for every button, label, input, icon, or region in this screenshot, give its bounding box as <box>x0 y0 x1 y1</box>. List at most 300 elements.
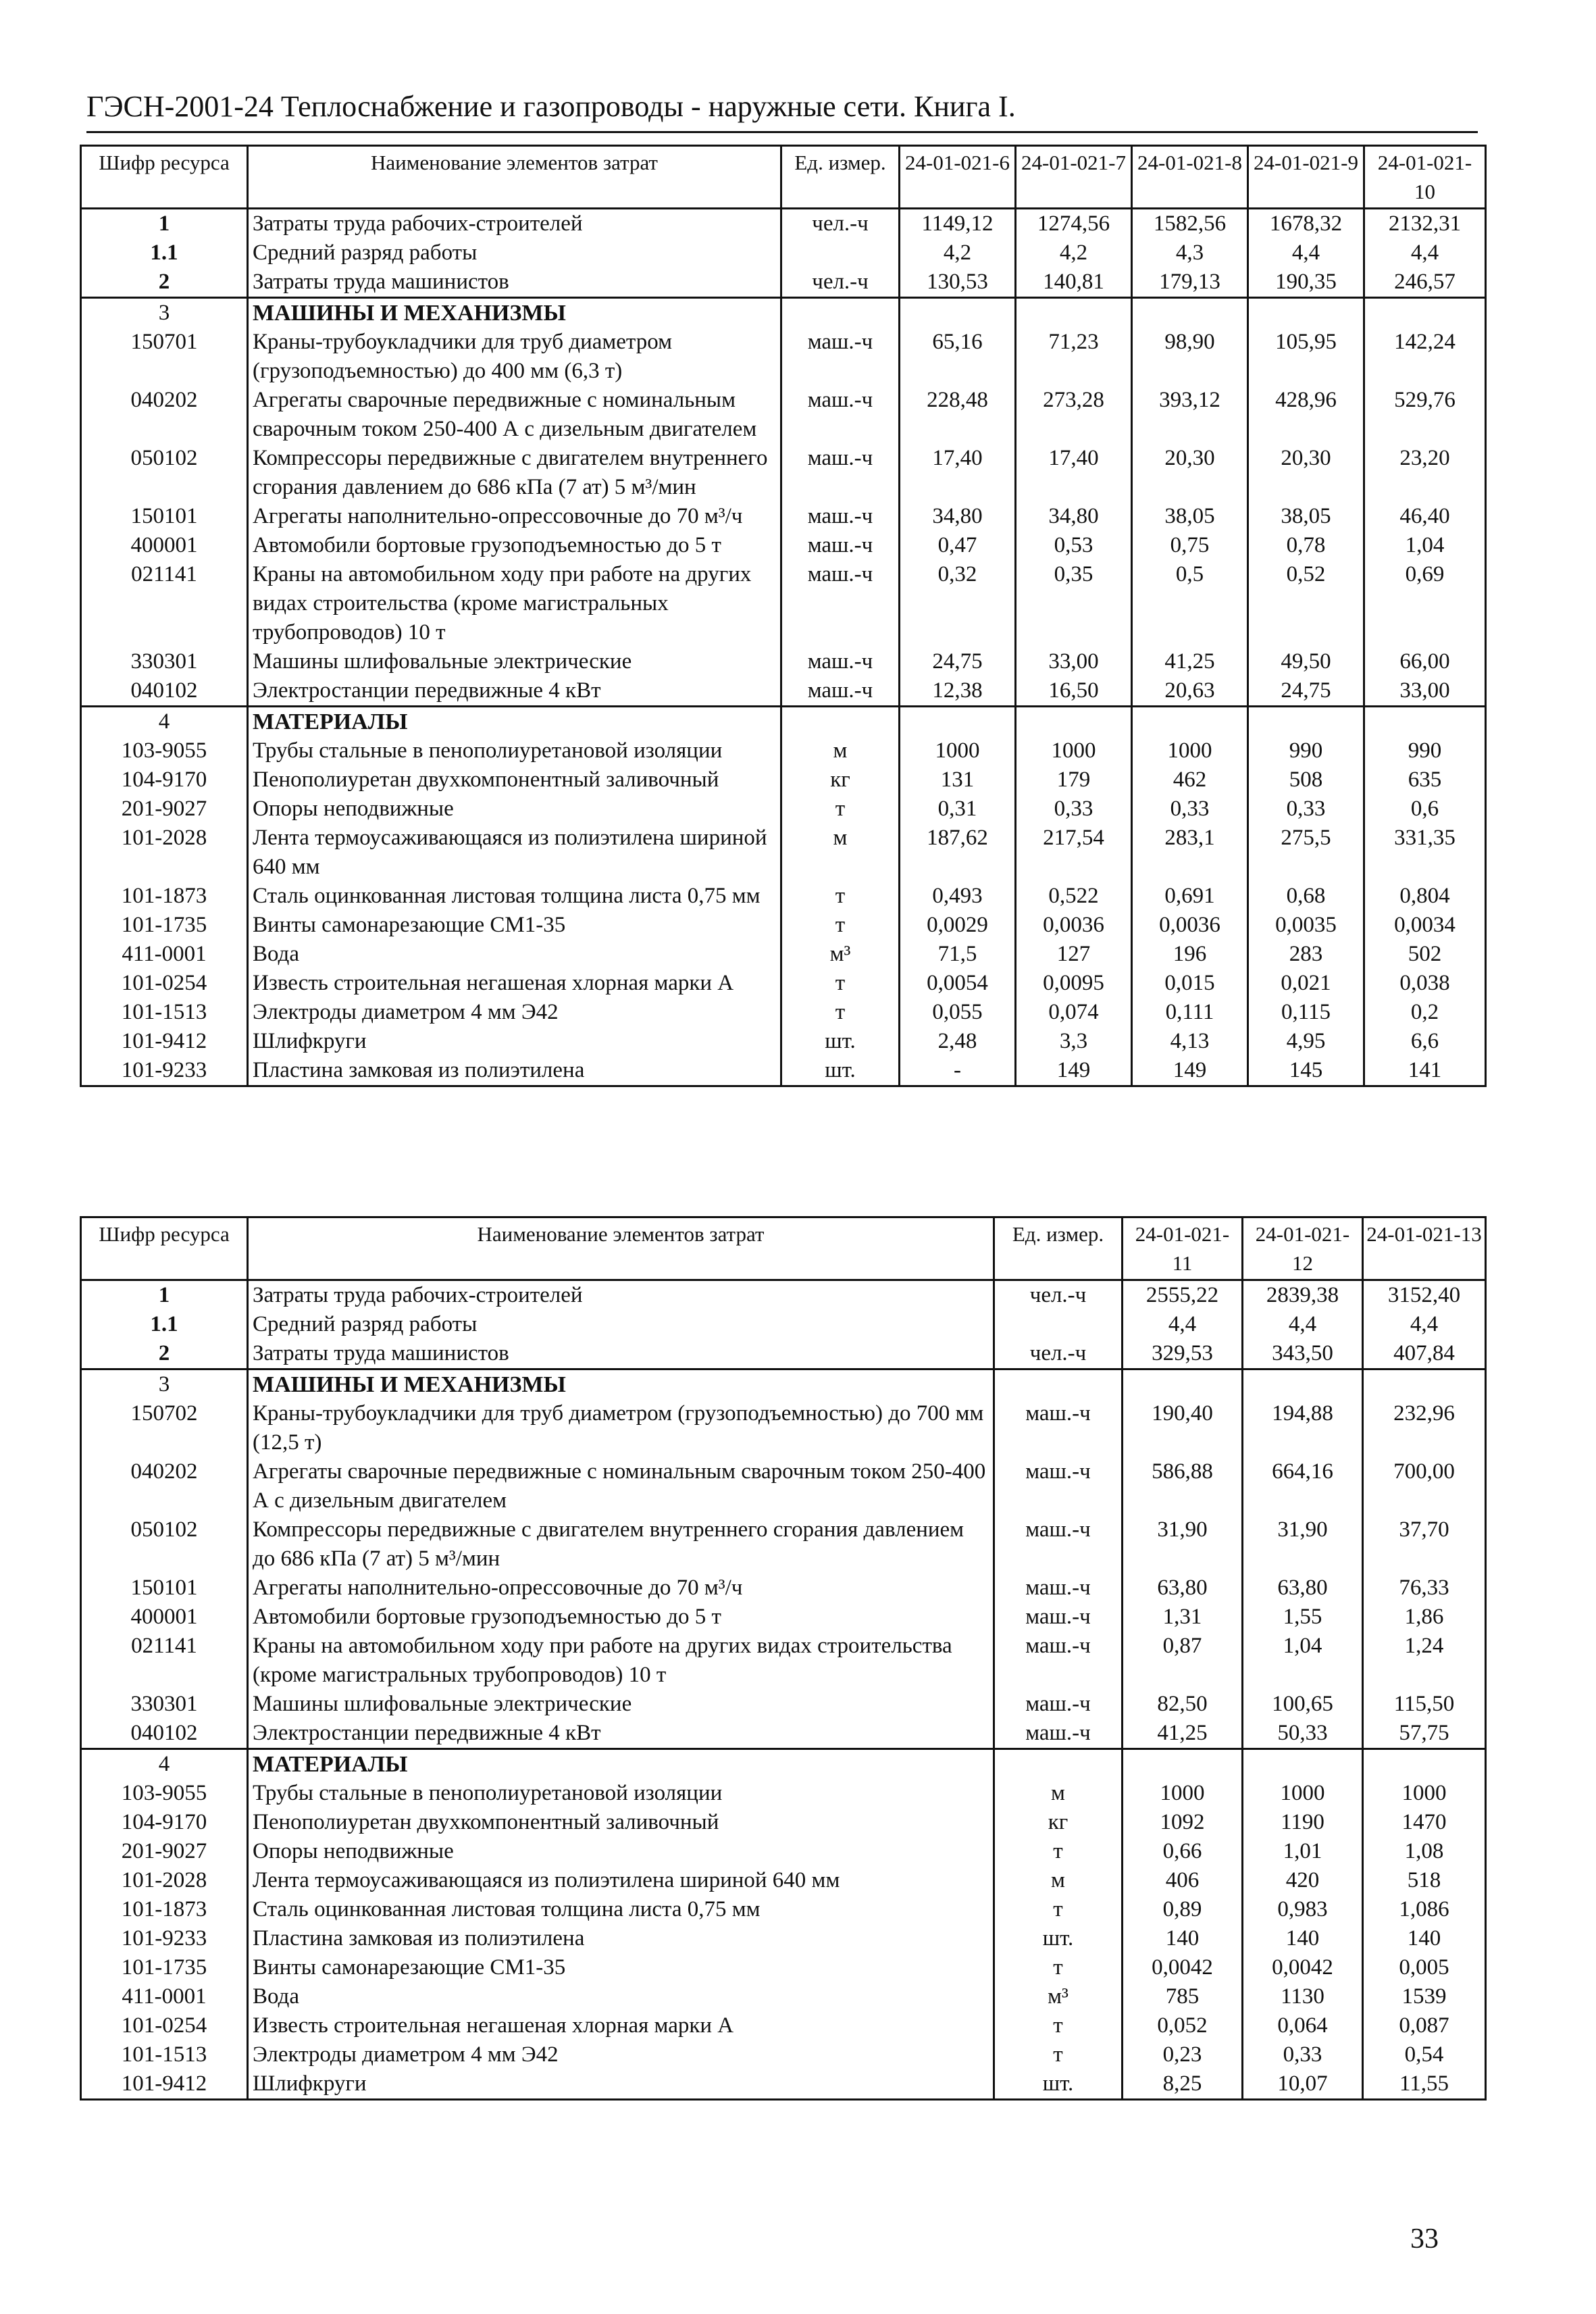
resource-name: Краны на автомобильном ходу при работе на других видах строительства (кроме магистральных трубопроводов) 10 т <box>248 560 781 647</box>
value-cell: 0,52 <box>1248 560 1364 647</box>
value-cell: 4,4 <box>1243 1310 1363 1339</box>
value-cell: 518 <box>1363 1866 1486 1895</box>
resource-table-1 <box>80 145 1487 1087</box>
table-row <box>81 940 1486 969</box>
resource-code: 050102 <box>81 444 248 502</box>
resource-code: 101-9233 <box>81 1924 248 1953</box>
value-cell: 71,5 <box>900 940 1016 969</box>
value-cell: 6,6 <box>1364 1027 1486 1056</box>
column-header: 24-01-021-11 <box>1123 1217 1243 1280</box>
value-cell: 0,87 <box>1123 1632 1243 1690</box>
table-row <box>81 2069 1486 2100</box>
resource-code: 040202 <box>81 1457 248 1515</box>
value-cell: 462 <box>1132 765 1248 795</box>
resource-code: 101-9412 <box>81 1027 248 1056</box>
value-cell: 1,01 <box>1243 1837 1363 1866</box>
value-cell: 275,5 <box>1248 824 1364 882</box>
value-cell: 785 <box>1123 1982 1243 2011</box>
value-cell: 1470 <box>1363 1808 1486 1837</box>
value-cell: 3152,40 <box>1363 1280 1486 1311</box>
resource-name: Пластина замковая из полиэтилена <box>248 1056 781 1086</box>
table-row <box>81 2040 1486 2069</box>
resource-code: 1.1 <box>81 238 248 268</box>
value-cell: 4,3 <box>1132 238 1248 268</box>
table-row <box>81 765 1486 795</box>
resource-name: Краны-трубоукладчики для труб диаметром (грузоподъемностью) до 400 мм (6,3 т) <box>248 328 781 386</box>
unit-cell <box>781 707 900 737</box>
value-cell: 0,055 <box>900 998 1016 1027</box>
resource-code: 1 <box>81 1280 248 1311</box>
resource-name: Известь строительная негашеная хлорная марки А <box>248 969 781 998</box>
unit-cell: маш.-ч <box>994 1719 1123 1749</box>
resource-code: 104-9170 <box>81 1808 248 1837</box>
value-cell: 0,064 <box>1243 2011 1363 2040</box>
value-cell: 0,53 <box>1016 531 1132 560</box>
value-cell: 4,4 <box>1123 1310 1243 1339</box>
column-header: Ед. измер. <box>994 1217 1123 1280</box>
unit-cell: м³ <box>994 1982 1123 2011</box>
column-header: 24-01-021-9 <box>1248 146 1364 209</box>
value-cell: 0,33 <box>1243 2040 1363 2069</box>
table-row <box>81 1837 1486 1866</box>
value-cell: 41,25 <box>1132 647 1248 676</box>
table-row <box>81 1632 1486 1690</box>
table-row <box>81 1749 1486 1780</box>
value-cell: 66,00 <box>1364 647 1486 676</box>
value-cell: 700,00 <box>1363 1457 1486 1515</box>
resource-code: 101-1735 <box>81 1953 248 1982</box>
value-cell: 0,522 <box>1016 882 1132 911</box>
resource-code: 101-2028 <box>81 824 248 882</box>
value-cell <box>1364 707 1486 737</box>
resource-name: Машины шлифовальные электрические <box>248 647 781 676</box>
resource-name: Средний разряд работы <box>248 238 781 268</box>
value-cell: 149 <box>1016 1056 1132 1086</box>
column-header: 24-01-021-6 <box>900 146 1016 209</box>
value-cell: 20,63 <box>1132 676 1248 707</box>
table-row <box>81 502 1486 531</box>
value-cell <box>1243 1749 1363 1780</box>
value-cell: 0,0029 <box>900 911 1016 940</box>
value-cell <box>1364 298 1486 328</box>
value-cell: 1000 <box>1363 1779 1486 1808</box>
unit-cell: маш.-ч <box>781 328 900 386</box>
value-cell: 24,75 <box>1248 676 1364 707</box>
value-cell: 1539 <box>1363 1982 1486 2011</box>
value-cell: 140 <box>1363 1924 1486 1953</box>
resource-code: 101-9412 <box>81 2069 248 2100</box>
value-cell: 0,0054 <box>900 969 1016 998</box>
unit-cell <box>781 298 900 328</box>
resource-name: Электроды диаметром 4 мм Э42 <box>248 2040 994 2069</box>
table-row <box>81 1280 1486 1311</box>
value-cell: 31,90 <box>1123 1515 1243 1574</box>
unit-cell: маш.-ч <box>781 502 900 531</box>
value-cell <box>1123 1749 1243 1780</box>
resource-name: Затраты труда машинистов <box>248 268 781 298</box>
resource-code: 103-9055 <box>81 1779 248 1808</box>
value-cell: 0,78 <box>1248 531 1364 560</box>
table-row <box>81 209 1486 239</box>
value-cell: 0,052 <box>1123 2011 1243 2040</box>
value-cell: 990 <box>1248 736 1364 765</box>
value-cell: 331,35 <box>1364 824 1486 882</box>
resource-table-2 <box>80 1216 1487 2101</box>
value-cell: 428,96 <box>1248 386 1364 444</box>
resource-code: 021141 <box>81 1632 248 1690</box>
resource-code: 411-0001 <box>81 1982 248 2011</box>
resource-code: 330301 <box>81 1690 248 1719</box>
resource-code: 3 <box>81 298 248 328</box>
value-cell: 343,50 <box>1243 1339 1363 1369</box>
unit-cell <box>781 238 900 268</box>
value-cell: 0,0036 <box>1016 911 1132 940</box>
resource-name: Шлифкруги <box>248 2069 994 2100</box>
unit-cell: маш.-ч <box>781 531 900 560</box>
value-cell: 17,40 <box>900 444 1016 502</box>
value-cell: 0,75 <box>1132 531 1248 560</box>
unit-cell: т <box>994 1953 1123 1982</box>
unit-cell: маш.-ч <box>994 1603 1123 1632</box>
value-cell: 1,31 <box>1123 1603 1243 1632</box>
value-cell: 586,88 <box>1123 1457 1243 1515</box>
column-header: 24-01-021-12 <box>1243 1217 1363 1280</box>
resource-code: 103-9055 <box>81 736 248 765</box>
resource-name: МАШИНЫ И МЕХАНИЗМЫ <box>248 1369 994 1400</box>
value-cell: 149 <box>1132 1056 1248 1086</box>
value-cell: 2132,31 <box>1364 209 1486 239</box>
unit-cell: маш.-ч <box>781 444 900 502</box>
resource-name: Компрессоры передвижные с двигателем внутреннего сгорания давлением до 686 кПа (7 ат) 5 м³/мин <box>248 444 781 502</box>
unit-cell: т <box>781 795 900 824</box>
value-cell: 1,86 <box>1363 1603 1486 1632</box>
value-cell: 217,54 <box>1016 824 1132 882</box>
value-cell: 105,95 <box>1248 328 1364 386</box>
value-cell <box>1016 298 1132 328</box>
value-cell <box>1016 707 1132 737</box>
unit-cell: т <box>994 2040 1123 2069</box>
resource-code: 021141 <box>81 560 248 647</box>
value-cell <box>1363 1749 1486 1780</box>
value-cell: 179,13 <box>1132 268 1248 298</box>
resource-name: Опоры неподвижные <box>248 1837 994 1866</box>
unit-cell: маш.-ч <box>781 676 900 707</box>
value-cell: 0,0042 <box>1243 1953 1363 1982</box>
resource-name: Затраты труда рабочих-строителей <box>248 209 781 239</box>
table-row <box>81 1924 1486 1953</box>
resource-code: 050102 <box>81 1515 248 1574</box>
value-cell: 0,691 <box>1132 882 1248 911</box>
unit-cell: маш.-ч <box>994 1574 1123 1603</box>
value-cell: 1,04 <box>1364 531 1486 560</box>
value-cell: 228,48 <box>900 386 1016 444</box>
value-cell: 0,69 <box>1364 560 1486 647</box>
value-cell: 31,90 <box>1243 1515 1363 1574</box>
unit-cell: м <box>781 824 900 882</box>
value-cell <box>1123 1369 1243 1400</box>
value-cell: 0,35 <box>1016 560 1132 647</box>
unit-cell: чел.-ч <box>781 268 900 298</box>
resource-code: 400001 <box>81 1603 248 1632</box>
resource-name: Вода <box>248 940 781 969</box>
column-header: 24-01-021-10 <box>1364 146 1486 209</box>
table-row <box>81 824 1486 882</box>
resource-name: Средний разряд работы <box>248 1310 994 1339</box>
value-cell: 127 <box>1016 940 1132 969</box>
unit-cell: т <box>994 1837 1123 1866</box>
unit-cell <box>994 1369 1123 1400</box>
resource-name: Затраты труда рабочих-строителей <box>248 1280 994 1311</box>
resource-name: МАТЕРИАЛЫ <box>248 707 781 737</box>
value-cell: 2839,38 <box>1243 1280 1363 1311</box>
column-header: Наименование элементов затрат <box>248 146 781 209</box>
value-cell: 76,33 <box>1363 1574 1486 1603</box>
unit-cell: т <box>781 998 900 1027</box>
value-cell: 0,0042 <box>1123 1953 1243 1982</box>
resource-name: Вода <box>248 1982 994 2011</box>
value-cell: 1,086 <box>1363 1895 1486 1924</box>
value-cell: 0,015 <box>1132 969 1248 998</box>
unit-cell: чел.-ч <box>781 209 900 239</box>
resource-name: Винты самонарезающие СМ1-35 <box>248 911 781 940</box>
unit-cell: м <box>994 1779 1123 1808</box>
value-cell: 1000 <box>1243 1779 1363 1808</box>
resource-code: 101-2028 <box>81 1866 248 1895</box>
value-cell: 0,89 <box>1123 1895 1243 1924</box>
value-cell: 4,4 <box>1248 238 1364 268</box>
resource-name: Опоры неподвижные <box>248 795 781 824</box>
resource-name: Пенополиуретан двухкомпонентный заливочный <box>248 1808 994 1837</box>
resource-name: Лента термоусаживающаяся из полиэтилена шириной 640 мм <box>248 824 781 882</box>
table-row <box>81 1719 1486 1749</box>
table-row <box>81 795 1486 824</box>
resource-code: 400001 <box>81 531 248 560</box>
value-cell: 17,40 <box>1016 444 1132 502</box>
table-row <box>81 911 1486 940</box>
value-cell: 4,2 <box>1016 238 1132 268</box>
resource-code: 101-1873 <box>81 882 248 911</box>
table-row <box>81 1056 1486 1086</box>
value-cell: 0,33 <box>1248 795 1364 824</box>
unit-cell: кг <box>781 765 900 795</box>
value-cell: 1274,56 <box>1016 209 1132 239</box>
value-cell <box>1132 298 1248 328</box>
resource-name: Электростанции передвижные 4 кВт <box>248 676 781 707</box>
value-cell: 0,33 <box>1132 795 1248 824</box>
value-cell: 140 <box>1243 1924 1363 1953</box>
resource-code: 101-1513 <box>81 998 248 1027</box>
value-cell: 1000 <box>1123 1779 1243 1808</box>
resource-name: Краны на автомобильном ходу при работе на других видах строительства (кроме магистральных трубопроводов) 10 т <box>248 1632 994 1690</box>
value-cell: 20,30 <box>1132 444 1248 502</box>
value-cell: 3,3 <box>1016 1027 1132 1056</box>
table-header-row <box>81 1217 1486 1280</box>
resource-name: МАШИНЫ И МЕХАНИЗМЫ <box>248 298 781 328</box>
value-cell: 0,038 <box>1364 969 1486 998</box>
table-row <box>81 1310 1486 1339</box>
value-cell: 145 <box>1248 1056 1364 1086</box>
value-cell: 273,28 <box>1016 386 1132 444</box>
resource-code: 4 <box>81 1749 248 1780</box>
table-row <box>81 1457 1486 1515</box>
table-row <box>81 969 1486 998</box>
value-cell: 0,0034 <box>1364 911 1486 940</box>
unit-cell: маш.-ч <box>994 1515 1123 1574</box>
resource-name: Пластина замковая из полиэтилена <box>248 1924 994 1953</box>
value-cell: 142,24 <box>1364 328 1486 386</box>
value-cell: 82,50 <box>1123 1690 1243 1719</box>
resource-name: Лента термоусаживающаяся из полиэтилена шириной 640 мм <box>248 1866 994 1895</box>
table-row <box>81 1982 1486 2011</box>
resource-code: 1 <box>81 209 248 239</box>
value-cell <box>1243 1369 1363 1400</box>
page-header-title: ГЭСН-2001-24 Теплоснабжение и газопроводы - наружные сети. Книга I. <box>86 88 1478 133</box>
value-cell: 0,31 <box>900 795 1016 824</box>
value-cell: 98,90 <box>1132 328 1248 386</box>
value-cell: 140,81 <box>1016 268 1132 298</box>
resource-code: 104-9170 <box>81 765 248 795</box>
resource-code: 411-0001 <box>81 940 248 969</box>
resource-name: Компрессоры передвижные с двигателем внутреннего сгорания давлением до 686 кПа (7 ат) 5 м³/мин <box>248 1515 994 1574</box>
resource-code: 101-9233 <box>81 1056 248 1086</box>
value-cell: 502 <box>1364 940 1486 969</box>
value-cell: 131 <box>900 765 1016 795</box>
value-cell: 0,074 <box>1016 998 1132 1027</box>
value-cell: 1000 <box>900 736 1016 765</box>
resource-code: 101-0254 <box>81 969 248 998</box>
resource-name: Электростанции передвижные 4 кВт <box>248 1719 994 1749</box>
value-cell: 196 <box>1132 940 1248 969</box>
table-row <box>81 647 1486 676</box>
page-number: 33 <box>1410 2223 1439 2255</box>
unit-cell: шт. <box>994 1924 1123 1953</box>
table-row <box>81 531 1486 560</box>
value-cell: 49,50 <box>1248 647 1364 676</box>
value-cell: 0,0036 <box>1132 911 1248 940</box>
value-cell: 41,25 <box>1123 1719 1243 1749</box>
unit-cell: шт. <box>781 1056 900 1086</box>
table-row <box>81 1027 1486 1056</box>
table-row <box>81 560 1486 647</box>
table-row <box>81 1339 1486 1369</box>
value-cell: 1092 <box>1123 1808 1243 1837</box>
value-cell: 34,80 <box>1016 502 1132 531</box>
resource-code: 040102 <box>81 1719 248 1749</box>
value-cell: 0,6 <box>1364 795 1486 824</box>
table-row <box>81 1603 1486 1632</box>
value-cell: 23,20 <box>1364 444 1486 502</box>
value-cell: 1000 <box>1016 736 1132 765</box>
resource-code: 201-9027 <box>81 795 248 824</box>
value-cell: 0,54 <box>1363 2040 1486 2069</box>
value-cell: 407,84 <box>1363 1339 1486 1369</box>
resource-name: Агрегаты сварочные передвижные с номинальным сварочным током 250-400 А с дизельным двигателем <box>248 386 781 444</box>
resource-code: 4 <box>81 707 248 737</box>
unit-cell <box>994 1749 1123 1780</box>
value-cell: 0,2 <box>1364 998 1486 1027</box>
resource-code: 3 <box>81 1369 248 1400</box>
resource-code: 150101 <box>81 502 248 531</box>
value-cell: 179 <box>1016 765 1132 795</box>
value-cell: 1,24 <box>1363 1632 1486 1690</box>
table-row <box>81 736 1486 765</box>
unit-cell: маш.-ч <box>781 647 900 676</box>
resource-name: Агрегаты наполнительно-опрессовочные до 70 м³/ч <box>248 502 781 531</box>
resource-name: Трубы стальные в пенополиуретановой изоляции <box>248 1779 994 1808</box>
value-cell: 1149,12 <box>900 209 1016 239</box>
table-row <box>81 298 1486 328</box>
unit-cell: шт. <box>781 1027 900 1056</box>
table-row <box>81 1953 1486 1982</box>
column-header: 24-01-021-8 <box>1132 146 1248 209</box>
value-cell: 71,23 <box>1016 328 1132 386</box>
value-cell: 4,2 <box>900 238 1016 268</box>
value-cell: 0,0035 <box>1248 911 1364 940</box>
unit-cell: маш.-ч <box>781 560 900 647</box>
value-cell: 0,983 <box>1243 1895 1363 1924</box>
table-row <box>81 1399 1486 1457</box>
unit-cell: м³ <box>781 940 900 969</box>
resource-name: Известь строительная негашеная хлорная марки А <box>248 2011 994 2040</box>
resource-code: 040202 <box>81 386 248 444</box>
value-cell <box>1132 707 1248 737</box>
value-cell: 0,005 <box>1363 1953 1486 1982</box>
value-cell: 0,087 <box>1363 2011 1486 2040</box>
value-cell: - <box>900 1056 1016 1086</box>
table-row <box>81 676 1486 707</box>
value-cell: 141 <box>1364 1056 1486 1086</box>
value-cell: 8,25 <box>1123 2069 1243 2100</box>
value-cell: 1678,32 <box>1248 209 1364 239</box>
unit-cell: маш.-ч <box>994 1632 1123 1690</box>
unit-cell: чел.-ч <box>994 1280 1123 1311</box>
value-cell: 283,1 <box>1132 824 1248 882</box>
unit-cell: м <box>994 1866 1123 1895</box>
value-cell: 0,115 <box>1248 998 1364 1027</box>
value-cell: 329,53 <box>1123 1339 1243 1369</box>
resource-name: Автомобили бортовые грузоподъемностью до 5 т <box>248 531 781 560</box>
table-row <box>81 1690 1486 1719</box>
value-cell: 12,38 <box>900 676 1016 707</box>
table-header-row <box>81 146 1486 209</box>
column-header: 24-01-021-7 <box>1016 146 1132 209</box>
value-cell <box>900 298 1016 328</box>
unit-cell <box>994 1310 1123 1339</box>
value-cell: 1130 <box>1243 1982 1363 2011</box>
value-cell: 990 <box>1364 736 1486 765</box>
value-cell: 0,0095 <box>1016 969 1132 998</box>
table-row <box>81 444 1486 502</box>
value-cell: 4,95 <box>1248 1027 1364 1056</box>
value-cell: 100,65 <box>1243 1690 1363 1719</box>
column-header: Шифр ресурса <box>81 1217 248 1280</box>
resource-code: 040102 <box>81 676 248 707</box>
table-row <box>81 1574 1486 1603</box>
value-cell: 115,50 <box>1363 1690 1486 1719</box>
unit-cell: кг <box>994 1808 1123 1837</box>
value-cell: 0,32 <box>900 560 1016 647</box>
table-row <box>81 1515 1486 1574</box>
table-row <box>81 1808 1486 1837</box>
value-cell: 406 <box>1123 1866 1243 1895</box>
unit-cell: т <box>781 969 900 998</box>
resource-code: 2 <box>81 268 248 298</box>
value-cell: 2,48 <box>900 1027 1016 1056</box>
column-header: 24-01-021-13 <box>1363 1217 1486 1280</box>
resource-name: Затраты труда машинистов <box>248 1339 994 1369</box>
resource-name: Электроды диаметром 4 мм Э42 <box>248 998 781 1027</box>
resource-name: Трубы стальные в пенополиуретановой изоляции <box>248 736 781 765</box>
